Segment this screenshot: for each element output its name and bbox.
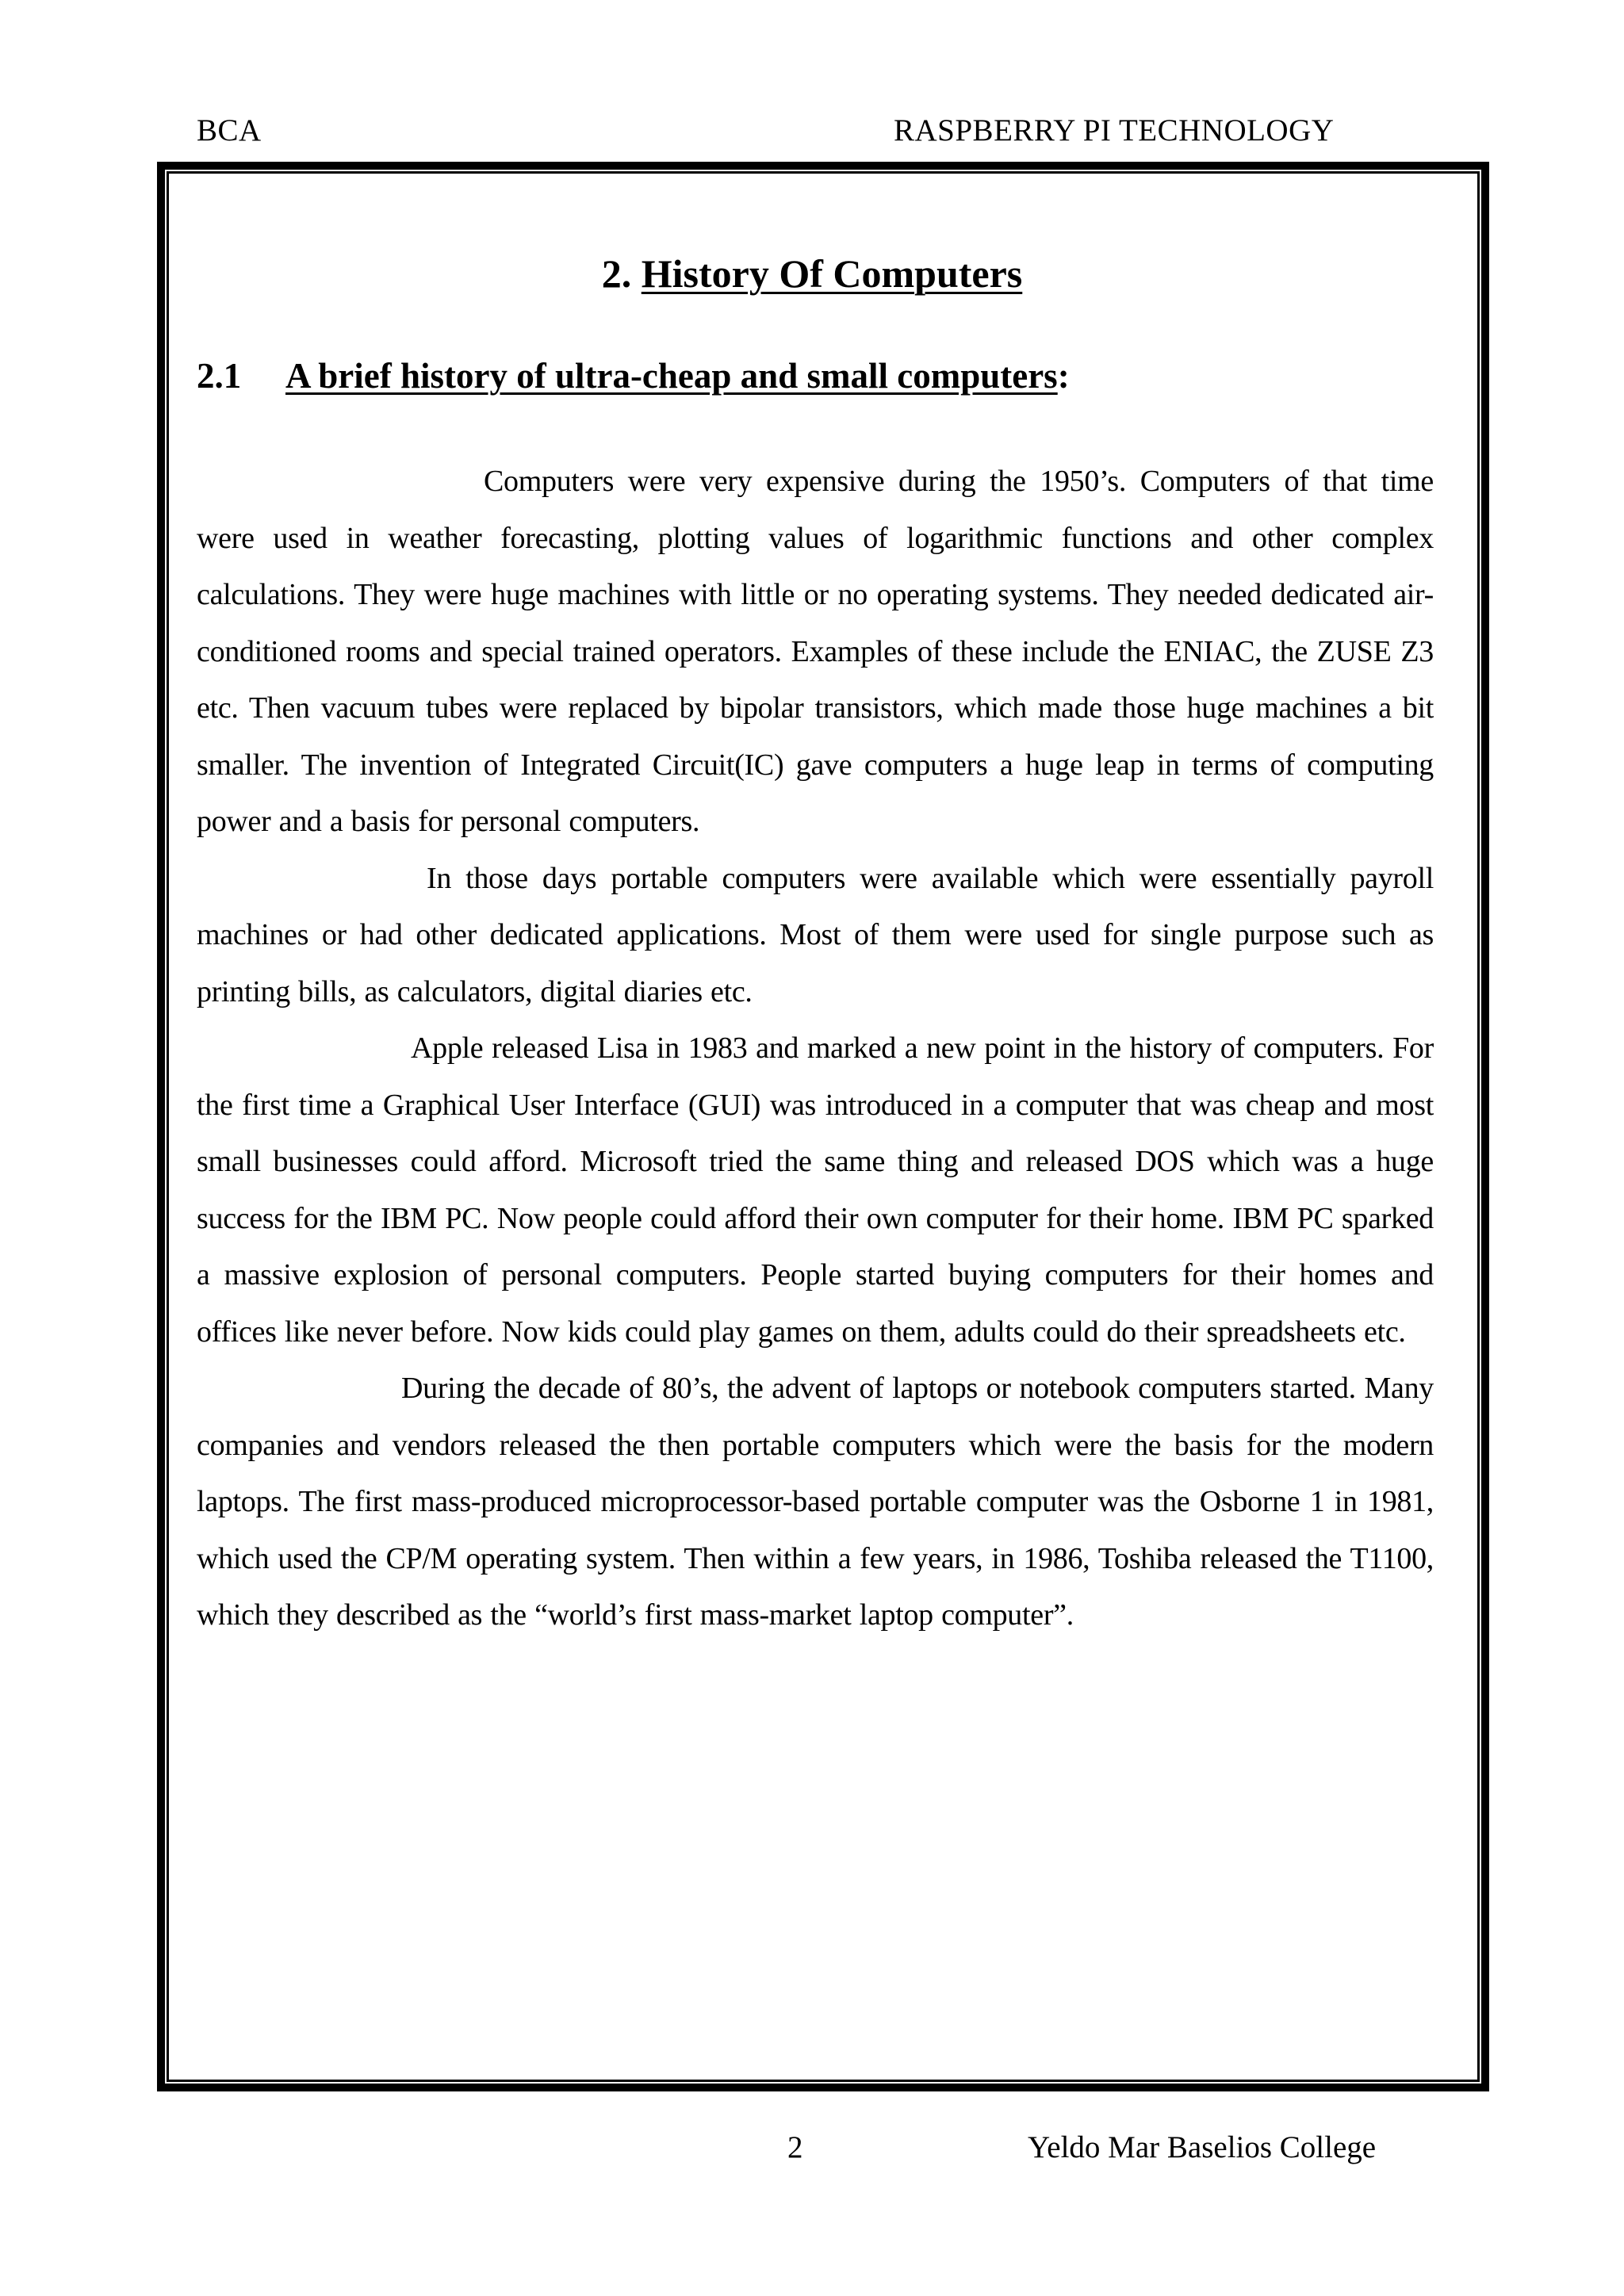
section-title-text: A brief history of ultra-cheap and small computers (285, 356, 1058, 396)
section-title (197, 358, 1070, 394)
header-right: RASPBERRY PI TECHNOLOGY (894, 113, 1335, 147)
section-title-colon: : (1057, 356, 1070, 396)
section-number: 2.1 (197, 356, 242, 396)
footer-college: Yeldo Mar Baselios College (1028, 2130, 1377, 2164)
footer-page-number: 2 (787, 2130, 803, 2164)
paragraph-2: In those days portable computers were available which were essentially payroll machines or had other dedicated applications. Most of them were used for single purpose such as printing bills, as calculators, digital diaries etc. (197, 861, 1434, 1008)
paragraph-3: Apple released Lisa in 1983 and marked a new point in the history of computers. For the first time a Graphical User Interface (GUI) was introduced in a computer that was cheap and most small businesses could afford. Microsoft tried the same thing and released DOS which was a huge success for the IBM PC. Now people could afford their own computer for their home. IBM PC sparked a massive explosion of personal computers. People started buying computers for their homes and offices like never before. Now kids could play games on them, adults could do their spreadsheets etc. (197, 1031, 1434, 1349)
header-left: BCA (197, 113, 262, 147)
chapter-title (0, 251, 1624, 296)
paragraph-4: During the decade of 80’s, the advent of laptops or notebook computers started. Many companies and vendors released the then portable computers which were the basis for the modern laptops. The first mass-produced microprocessor-based portable computer was the Osborne 1 in 1981, which used the CP/M operating system. Then within a few years, in 1986, Toshiba released the T1100, which they described as the “world’s first mass-market laptop computer”. (197, 1372, 1434, 1632)
chapter-title-text: History Of Computers (641, 251, 1023, 296)
paragraph-1: Computers were very expensive during the 1950’s. Computers of that time were used in weather forecasting, plotting values of logarithmic functions and other complex calculations. They were huge machines with little or no operating systems. They needed dedicated air-conditioned rooms and special trained operators. Examples of these include the ENIAC, the ZUSE Z3 etc. Then vacuum tubes were replaced by bipolar transistors, which made those huge machines a bit smaller. The invention of Integrated Circuit(IC) gave computers a huge leap in terms of computing power and a basis for personal computers. (197, 465, 1434, 838)
body-text (197, 453, 1434, 1644)
chapter-number: 2. (601, 251, 632, 296)
